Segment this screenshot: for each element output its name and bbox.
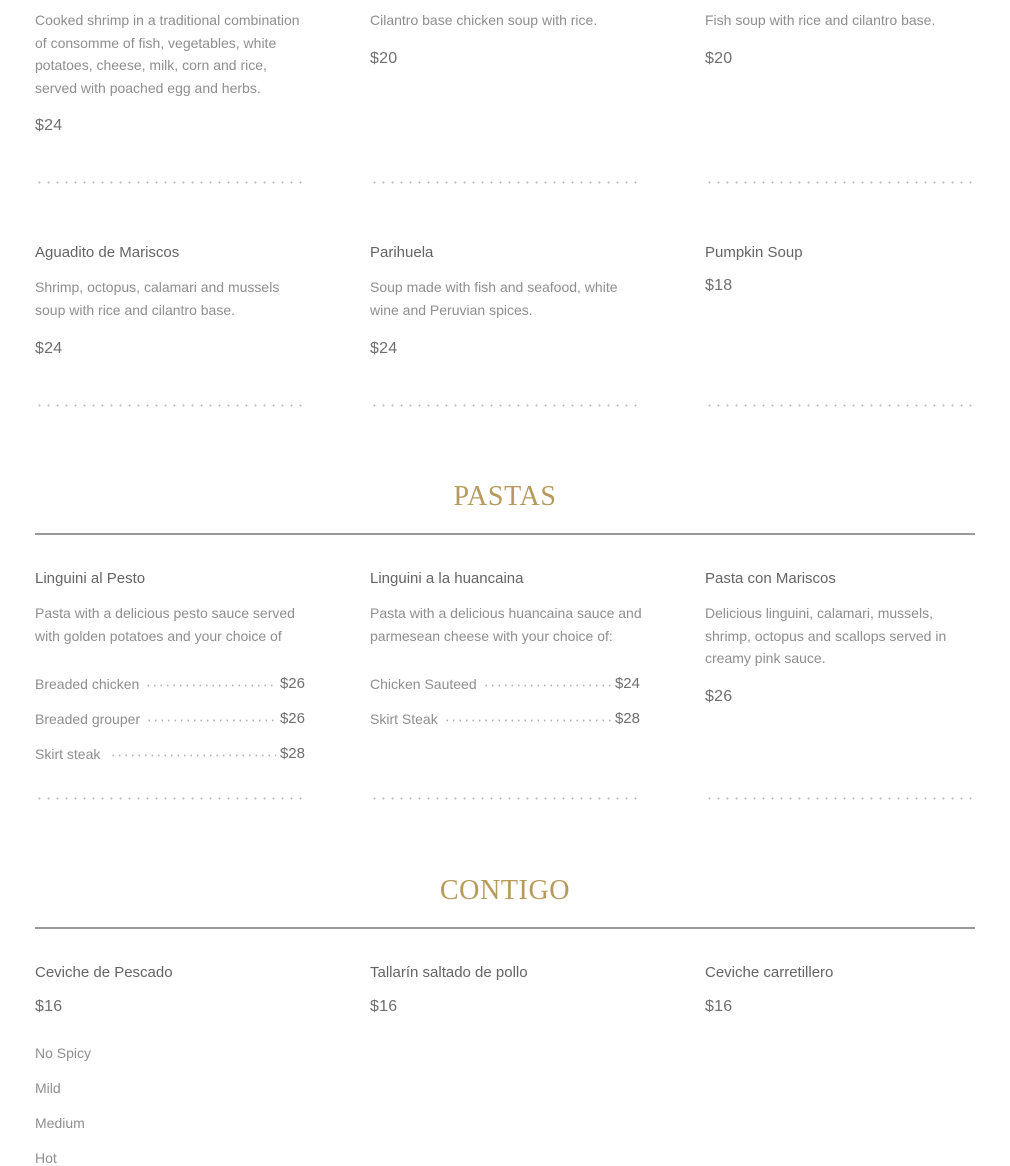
item-name: Linguini al Pesto (35, 570, 146, 587)
dotted-divider (705, 404, 975, 407)
spice-option-hot[interactable]: Hot (35, 1150, 57, 1166)
dotted-divider (35, 404, 305, 407)
item-description: Cooked shrimp in a traditional combination of consomme of fish, vegetables, white potatoes, cheese, milk, corn and rice, served with poached egg and herbs. (35, 12, 300, 96)
item-price: $24 (35, 117, 63, 134)
section-heading-pastas: PASTAS (453, 481, 557, 512)
item-description: Soup made with fish and seafood, white wine and Peruvian spices. (370, 279, 618, 318)
item-option-row (35, 707, 305, 727)
item-name: Pasta con Mariscos (705, 570, 836, 587)
dotted-divider (35, 181, 305, 184)
item-price: $18 (705, 277, 733, 294)
option-label: Breaded chicken (35, 676, 140, 692)
item-description: Cilantro base chicken soup with rice. (370, 12, 598, 28)
item-name: Aguadito de Mariscos (35, 244, 180, 261)
item-name: Ceviche carretillero (705, 964, 834, 981)
item-option-row (35, 672, 305, 692)
item-name: Pumpkin Soup (705, 244, 803, 261)
item-name: Parihuela (370, 244, 434, 261)
dotted-divider (370, 797, 640, 800)
item-price: $16 (35, 998, 63, 1015)
item-price: $24 (370, 340, 398, 357)
dotted-divider (370, 181, 640, 184)
item-price: $16 (370, 998, 398, 1015)
option-price: $28 (279, 745, 305, 762)
item-price: $16 (705, 998, 733, 1015)
item-price: $20 (370, 50, 398, 67)
dotted-divider (705, 181, 975, 184)
dotted-divider (370, 404, 640, 407)
dotted-divider (35, 797, 305, 800)
option-price: $24 (614, 675, 640, 692)
item-description: Delicious linguini, calamari, mussels, shrimp, octopus and scallops served in creamy pink sauce. (705, 605, 947, 666)
item-description: Shrimp, octopus, calamari and mussels soup with rice and cilantro base. (35, 279, 280, 318)
item-description: Pasta with a delicious pesto sauce served with golden potatoes and your choice of (35, 605, 295, 644)
item-description: Fish soup with rice and cilantro base. (705, 12, 936, 28)
section-rule (35, 927, 975, 929)
item-price: $26 (705, 688, 733, 705)
item-option-row (370, 672, 640, 692)
item-description: Pasta with a delicious huancaina sauce and parmesean cheese with your choice of: (370, 605, 642, 644)
spice-option-mild[interactable]: Mild (35, 1080, 61, 1096)
item-price: $20 (705, 50, 733, 67)
dot-leader (483, 684, 611, 687)
option-price: $28 (614, 710, 640, 727)
option-label: Skirt steak (35, 746, 101, 762)
option-price: $26 (279, 710, 305, 727)
option-label: Chicken Sauteed (370, 676, 477, 692)
dot-leader (110, 754, 276, 757)
spice-option-no-spicy[interactable]: No Spicy (35, 1045, 92, 1061)
dot-leader (444, 719, 611, 722)
dot-leader (146, 719, 276, 722)
option-price: $26 (279, 675, 305, 692)
dotted-divider (705, 797, 975, 800)
spice-option-medium[interactable]: Medium (35, 1115, 85, 1131)
item-price: $24 (35, 340, 63, 357)
item-name: Ceviche de Pescado (35, 964, 173, 981)
item-name: Linguini a la huancaina (370, 570, 524, 587)
dot-leader (145, 684, 276, 687)
section-rule (35, 533, 975, 535)
item-option-row (35, 742, 305, 762)
item-name: Tallarín saltado de pollo (370, 964, 528, 981)
option-label: Skirt Steak (370, 711, 438, 727)
section-heading-contigo: CONTIGO (439, 875, 571, 906)
option-label: Breaded grouper (35, 711, 141, 727)
item-option-row (370, 707, 640, 727)
